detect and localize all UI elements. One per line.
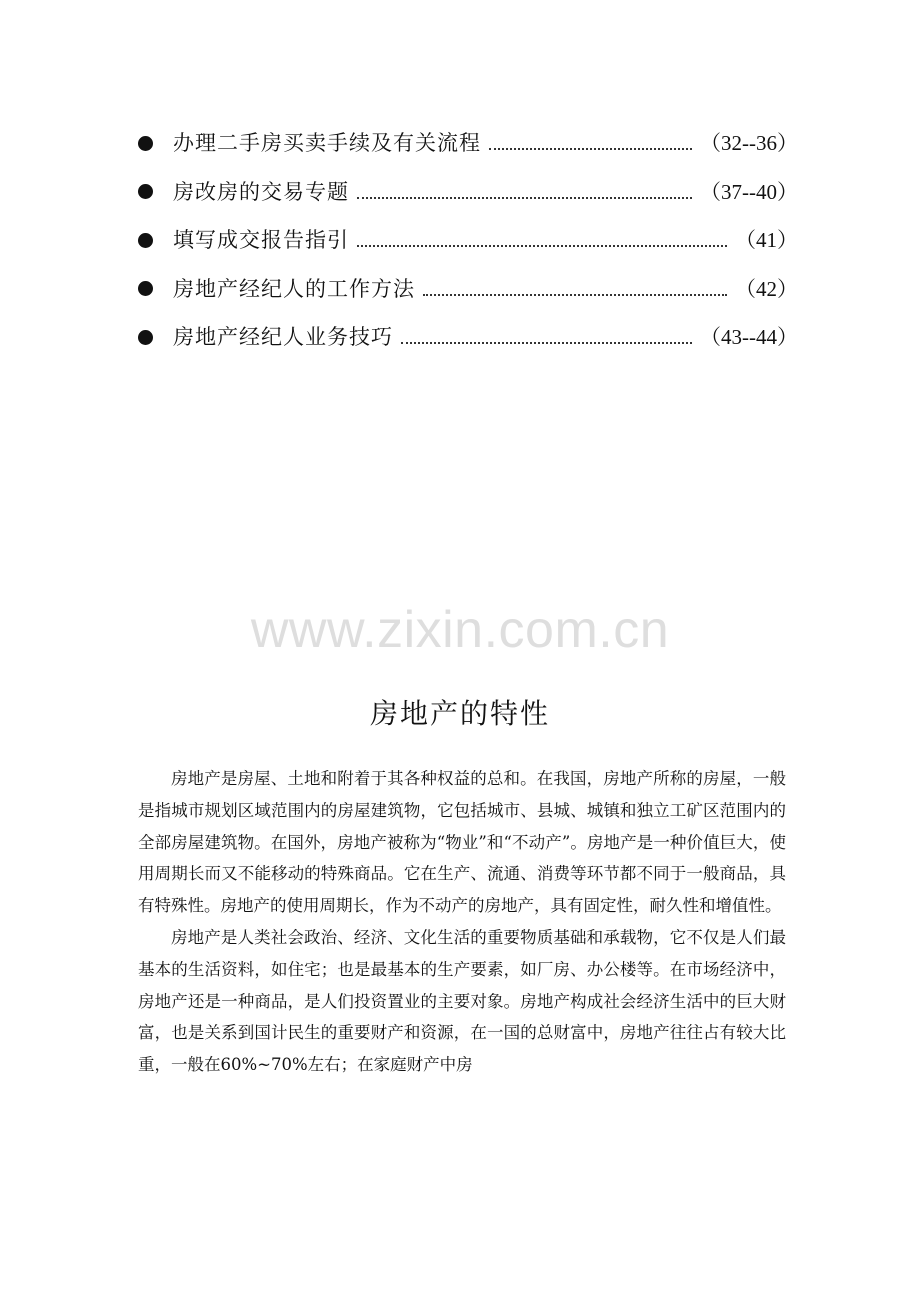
toc-entry-title: 房地产经纪人的工作方法 (173, 276, 415, 301)
toc-leader-dots (357, 245, 727, 247)
toc-entry-pages: （42） (735, 276, 798, 301)
toc-entry-title: 房地产经纪人业务技巧 (173, 325, 393, 350)
toc-leader-dots (401, 342, 692, 344)
bullet-icon (138, 330, 153, 345)
toc-entry-pages: （32--36） (700, 131, 798, 156)
toc-entry[interactable] (138, 215, 798, 264)
toc-entry[interactable] (138, 312, 798, 361)
toc-entry[interactable] (138, 118, 798, 167)
table-of-contents (138, 118, 798, 361)
toc-entry-pages: （37--40） (700, 179, 798, 204)
toc-entry-title: 办理二手房买卖手续及有关流程 (173, 131, 481, 156)
toc-leader-dots (423, 294, 727, 296)
toc-entry-pages: （41） (735, 228, 798, 253)
toc-leader-dots (489, 148, 692, 150)
toc-entry-title: 房改房的交易专题 (173, 179, 349, 204)
toc-leader-dots (357, 197, 692, 199)
paragraph: 房地产是人类社会政治、经济、文化生活的重要物质基础和承载物，它不仅是人们最基本的生活资料，如住宅；也是最基本的生产要素，如厂房、办公楼等。在市场经济中，房地产还是一种商品，是人们投资置业的主要对象。房地产构成社会经济生活中的巨大财富，也是关系到国计民生的重要财产和资源，在一国的总财富中，房地产往往占有较大比重，一般在60%~70%左右；在家庭财产中房 (138, 927, 786, 1075)
toc-entry[interactable] (138, 264, 798, 313)
bullet-icon (138, 136, 153, 151)
article-title: 房地产的特性 (369, 697, 550, 730)
bullet-icon (138, 184, 153, 199)
paragraph: 房地产是房屋、土地和附着于其各种权益的总和。在我国，房地产所称的房屋，一般是指城市规划区域范围内的房屋建筑物，它包括城市、县城、城镇和独立工矿区范围内的全部房屋建筑物。在国外，房地产被称为“物业”和“不动产”。房地产是一种价值巨大，使用周期长而又不能移动的特殊商品。它在生产、流通、消费等环节都不同于一般商品，具有特殊性。房地产的使用周期长，作为不动产的房地产，具有固定性，耐久性和增值性。 (138, 769, 786, 916)
article-body (138, 763, 786, 1081)
toc-entry-pages: （43--44） (700, 325, 798, 350)
bullet-icon (138, 233, 153, 248)
watermark: www.zixin.com.cn (250, 601, 670, 659)
toc-entry[interactable] (138, 167, 798, 216)
toc-entry-title: 填写成交报告指引 (173, 228, 349, 253)
bullet-icon (138, 281, 153, 296)
